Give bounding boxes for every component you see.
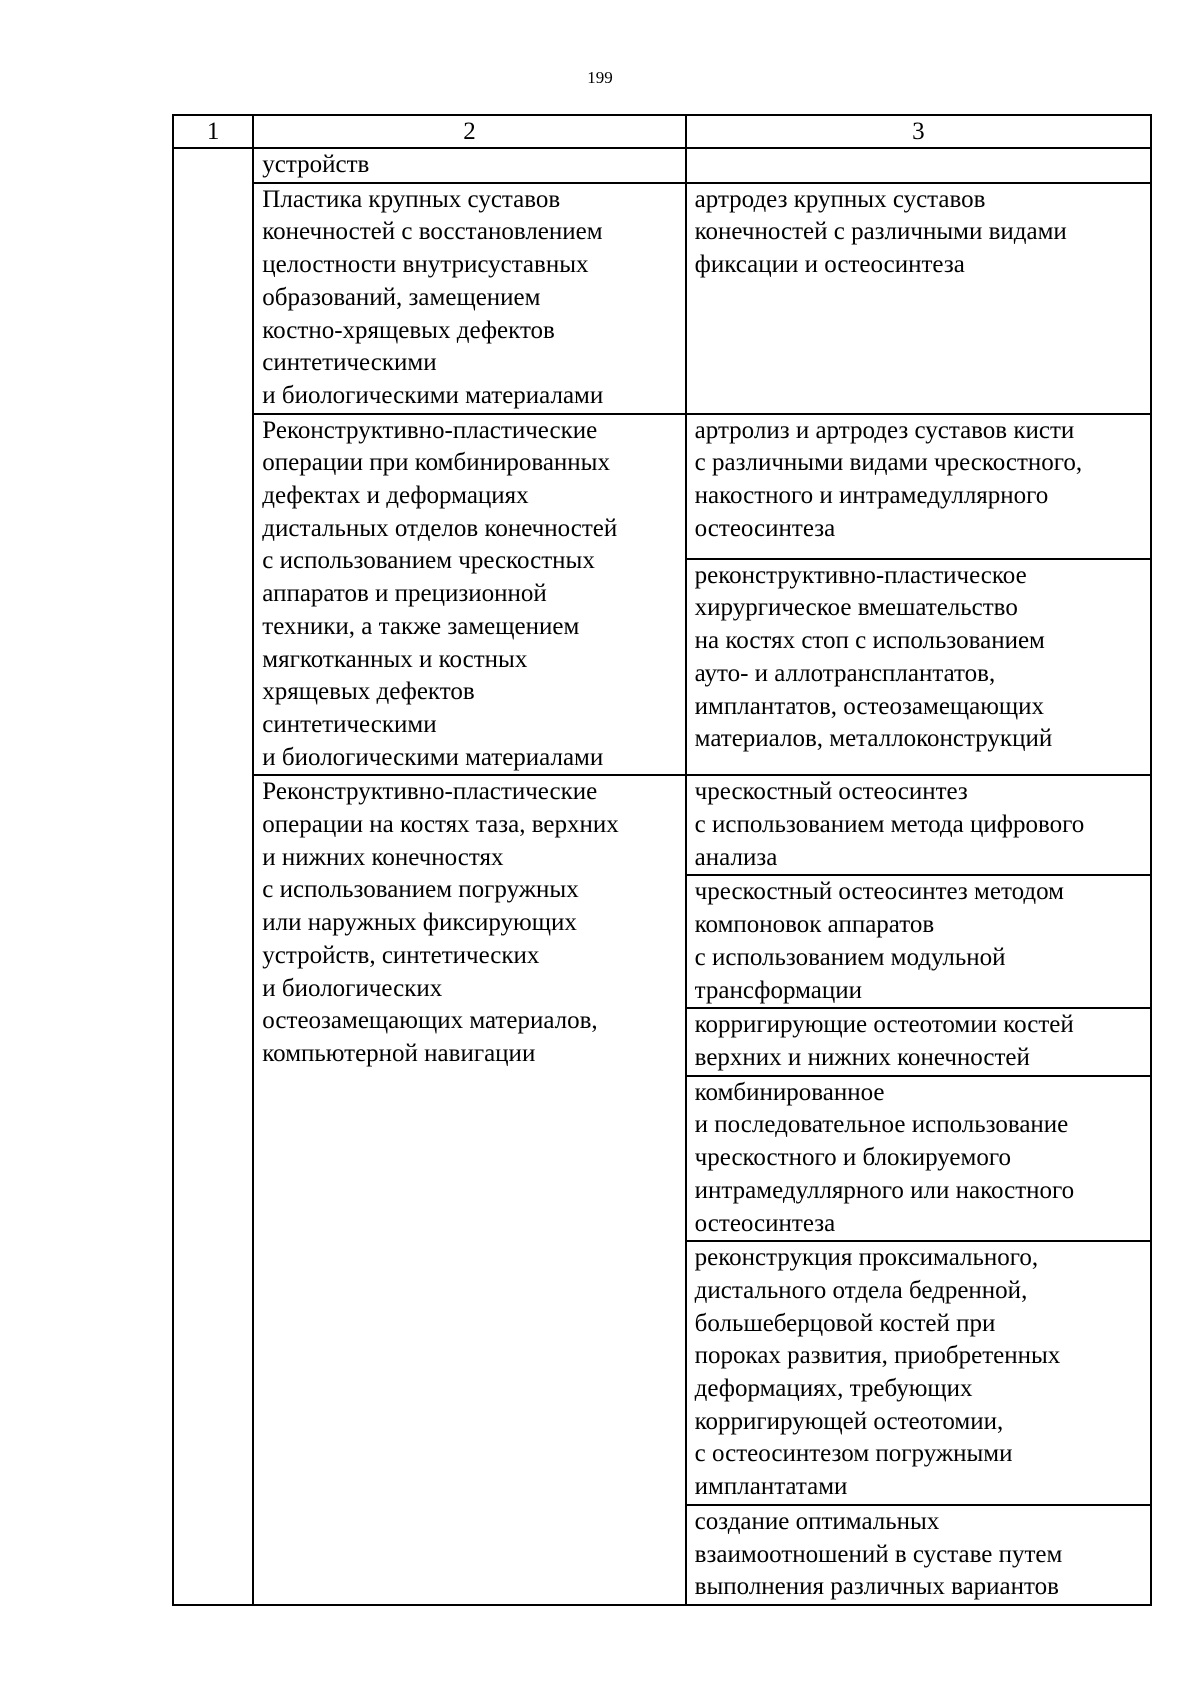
table-cell: артродез крупных суставов конечностей с различными видами фиксации и остеосинтеза [686,183,1151,414]
page-number: 199 [587,68,613,87]
table-cell: комбинированное и последовательное использование чрескостного и блокируемого интрамедуллярного или накостного остеосинтеза [686,1076,1151,1242]
table-row [173,148,1151,183]
table-cell: устройств [253,148,685,183]
table-header-row [173,115,1151,148]
table-cell [686,148,1151,183]
table-cell: создание оптимальных взаимоотношений в суставе путем выполнения различных вариантов [686,1505,1151,1605]
procedures-table [172,114,1152,1606]
table-cell: Реконструктивно-пластические операции на костях таза, верхних и нижних конечностях с использованием погружных или наружных фиксирующих устройств, синтетических и биологических остеозамещающих материалов, компьютерной навигации [253,775,685,1605]
table-row [173,414,1151,559]
table-row [173,775,1151,875]
column-header-2: 2 [253,115,685,148]
table-row [173,183,1151,414]
table-cell: чрескостный остеосинтез с использованием метода цифрового анализа [686,775,1151,875]
column-header-3: 3 [686,115,1151,148]
column-header-1: 1 [173,115,253,148]
table-cell: Пластика крупных суставов конечностей с восстановлением целостности внутрисуставных образований, замещением костно-хрящевых дефектов синтетическими и биологическими материалами [253,183,685,414]
table-cell: реконструкция проксимального, дистального отдела бедренной, большеберцовой костей при пороках развития, приобретенных деформациях, требующих корригирующей остеотомии, с остеосинтезом погружными имплантатами [686,1241,1151,1505]
table-cell: Реконструктивно-пластические операции при комбинированных дефектах и деформациях дистальных отделов конечностей с использованием чрескостных аппаратов и прецизионной техники, а также замещением мягкотканных и костных хрящевых дефектов синтетическими и биологическими материалами [253,414,685,776]
column-1-cell [173,148,253,1605]
table-cell: корригирующие остеотомии костей верхних и нижних конечностей [686,1008,1151,1075]
table-cell: артролиз и артродез суставов кисти с различными видами чрескостного, накостного и интрамедуллярного остеосинтеза [686,414,1151,559]
table-cell: чрескостный остеосинтез методом компоновок аппаратов с использованием модульной трансформации [686,875,1151,1008]
table-cell: реконструктивно-пластическое хирургическое вмешательство на костях стоп с использованием ауто- и аллотрансплантатов, имплантатов, остеозамещающих материалов, металлоконструкций [686,559,1151,776]
